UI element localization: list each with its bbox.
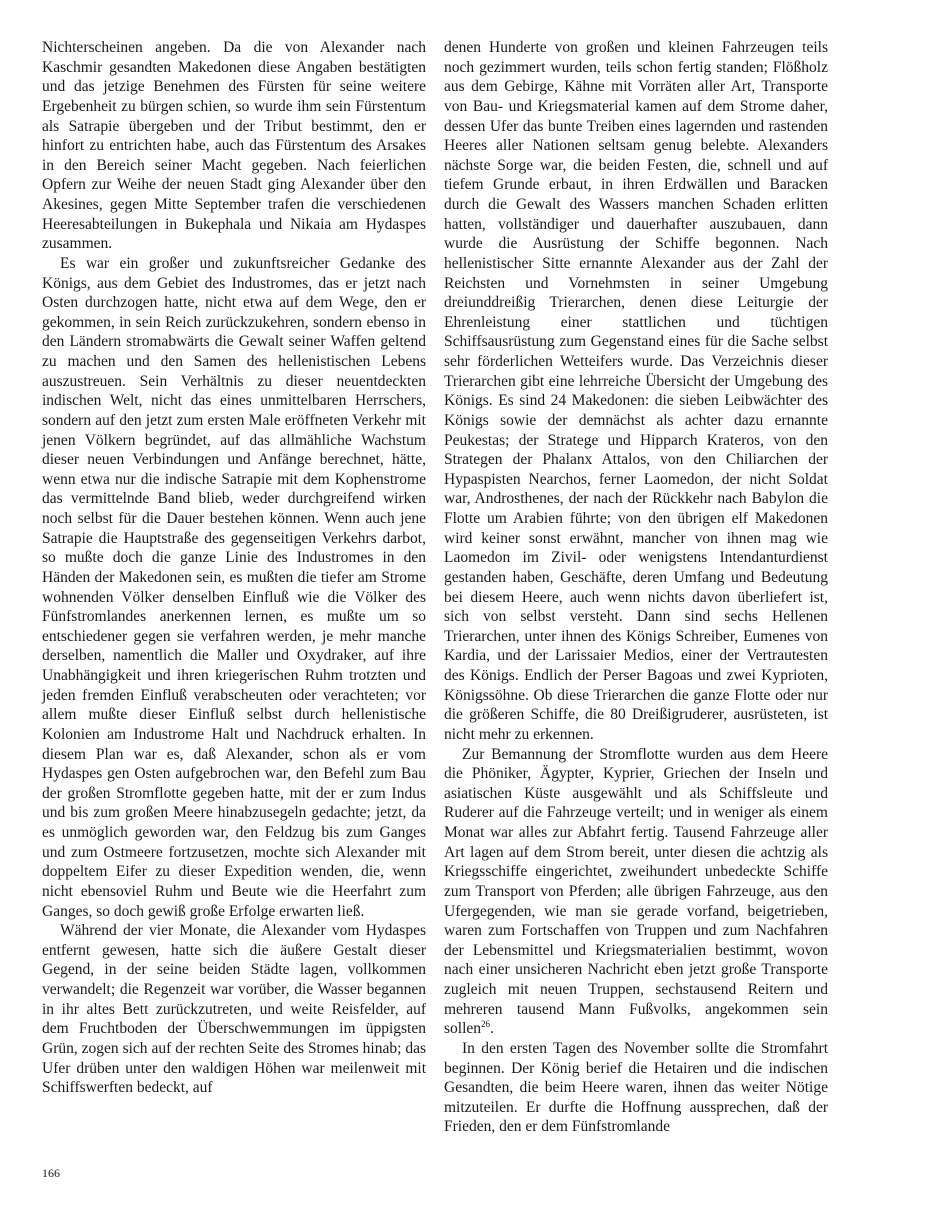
paragraph: Zur Bemannung der Stromflotte wurden aus dem Heere die Phöniker, Ägypter, Kyprier, Griechen der Inseln und asiatischen Küste ausgewählt und als Schiffsleute und Ruderer auf die Fahrzeuge verteilt; und in weniger als einem Monat war alles zur Abfahrt fertig. Tausend Fahrzeuge aller Art lagen auf dem Strom bereit, unter diesen die achtzig als Kriegsschiffe eingerichtet, zweihundert unbedeckte Schiffe zum Transport von Pferden; alle übrigen Fahrzeuge, aus den Ufergegenden, wie man sie gerade vorfand, beigetrieben, waren zum Fortschaffen von Truppen und zum Nachfahren der Lebensmittel und Kriegsmaterialien bestimmt, wovon nach einer unsicheren Nachricht eben jetzt große Transporte zugleich mit neuen Truppen, sechstausend Reitern und mehreren tausend Mann Fußvolks, angekommen sein sollen$^{26}$. <box>444 745 828 1038</box>
paragraph: Nichterscheinen angeben. Da die von Alexander nach Kaschmir gesandten Makedonen diese Angaben bestätigten und das jetzige Benehmen des Fürsten für seine weitere Ergebenheit zu bürgen schien, so wurde ihm sein Fürstentum als Satrapie übergeben und der Tribut bestimmt, den er hinfort zu entrichten habe, auch das Fürstentum des Arsakes in den Bereich seiner Macht gegeben. Nach feierlichen Opfern zur Weihe der neuen Stadt ging Alexander über den Akesines, gegen Mitte September trafen die verschiedenen Heeresabteilungen in Bukephala und Nikaia am Hydaspes zusammen. <box>42 39 426 253</box>
paragraph: Es war ein großer und zukunftsreicher Gedanke des Königs, aus dem Gebiet des Industromes, das er jetzt nach Osten durchzogen hatte, nicht etwa auf dem Wege, den er gekommen, in sein Reich zurückzukehren, sondern ebenso in den Ländern stromabwärts die Gewalt seiner Waffen geltend zu machen und den Samen des hellenistischen Lebens auszustreuen. Sein Verhältnis zu dieser neuentdeckten indischen Welt, nicht das eines unmittelbaren Herrschers, sondern auf den jetzt zum ersten Male eröffneten Verkehr mit jenen Völkern begründet, auf das allmähliche Wachstum dieser neuen Verbindungen und Anfänge berechnet, hätte, wenn etwa nur die indische Satrapie mit dem Kophenstrome das vermittelnde Band blieb, weder durchgreifend wirken noch selbst für die Dauer bestehen können. Wenn auch jene Satrapie die Hauptstraße des gegenseitigen Verkehrs darbot, so mußte doch die ganze Linie des Industromes in den Händen der Makedonen sein, es mußten die tiefer am Strome wohnenden Völker denselben Einfluß wie die Völker des Fünfstromlandes anerkennen lernen, es mußte um so entschiedener gegen sie verfahren werden, je mehr manche derselben, namentlich die Maller und Oxydraker, auf ihre Unabhängigkeit und ihren kriegerischen Ruhm trotzten und jeden fremden Einfluß verabscheuten oder verachteten; vor allem mußte dieser Einfluß selbst durch hellenistische Kolonien am Industrome Halt und Nachdruck erhalten. In diesem Plan war es, daß Alexander, schon als er vom Hydaspes gen Osten aufgebrochen war, den Befehl zum Bau der großen Stromflotte gegeben hatte, mit der er zum Indus und bis zum großen Meere hinabzusegeln gedachte; jetzt, da es unmöglich geworden war, den Feldzug bis zum Ganges und zum Ostmeere fortzusetzen, mochte sich Alexander mit doppeltem Eifer zu dieser Expedition wenden, die, wenn nicht ebensoviel Ruhm und Beute wie die Heerfahrt zum Ganges, so doch gewiß große Erfolge erwarten ließ. <box>42 254 426 920</box>
paragraph: Während der vier Monate, die Alexander vom Hydaspes entfernt gewesen, hatte sich die äußere Gestalt dieser Gegend, in der seine beiden Städte lagen, vollkommen verwandelt; die Regenzeit war vorüber, die Wasser begannen in ihr altes Bett zurückzutreten, und weite Reisfelder, auf dem Fruchtboden der Überschwemmungen im üppigsten Grün, zogen sich auf der rechten Seite des Stromes hinab; das Ufer drüben unter den waldigen Höhen war meilenweit mit Schiffswerften bedeckt, auf <box>42 922 426 1097</box>
left-column <box>42 38 426 1098</box>
page-number: 166 <box>42 1166 60 1180</box>
paragraph: denen Hunderte von großen und kleinen Fahrzeugen teils noch gezimmert wurden, teils schon fertig standen; Flößholz aus dem Gebirge, Kähne mit Vorräten aller Art, Transporte von Bau- und Kriegsmaterial kamen auf dem Strome daher, dessen Ufer das bunte Treiben eines lagernden und rastenden Heeres aller Nationen seltsam genug belebte. Alexanders nächste Sorge war, die beiden Festen, die, schnell und auf tiefem Grunde erbaut, in ihren Erdwällen und Baracken durch die Gewalt des Wassers manchen Schaden erlitten hatten, vollständiger und dauerhafter auszubauen, dann wurde die Ausrüstung der Schiffe begonnen. Nach hellenistischer Sitte ernannte Alexander aus der Zahl der Reichsten und Vornehmsten in seiner Umgebung dreiunddreißig Trierarchen, denen diese Leiturgie der Ehrenleistung einer stattlichen und tüchtigen Schiffsausrüstung zum Gegenstand eines für die Sache selbst sehr förderlichen Wetteifers wurde. Das Verzeichnis dieser Trierarchen gibt eine lehrreiche Übersicht der Umgebung des Königs. Es sind 24 Makedonen: die sieben Leibwächter des Königs sowie der demnächst als achter dazu ernannte Peukestas; der Stratege und Hipparch Krateros, von den Strategen der Phalanx Attalos, von den Chiliarchen der Hypaspisten Nearchos, ferner Laomedon, der nicht Soldat war, Androsthenes, der nach der Rückkehr nach Babylon die Flotte um Arabien führte; von den übrigen elf Makedonen wird keiner sonst erwähnt, mancher von ihnen mag wie Laomedon im Zivil- oder wenigstens Intendanturdienst gestanden haben, Geschäfte, deren Umfang und Bedeutung bei diesem Heere, auch wenn nichts davon überliefert ist, sich von selbst versteht. Dann sind sechs Hellenen Trierarchen, unter ihnen des Königs Schreiber, Eumenes von Kardia, und der Larissaier Medios, einer der Vertrautesten des Königs. Endlich der Perser Bagoas und zwei Kyprioten, Königssöhne. Ob diese Trierarchen die ganze Flotte oder nur die größeren Schiffe, die 80 Dreißigruderer, ausrüsteten, ist nicht mehr zu erkennen. <box>444 39 828 743</box>
footnote-marker: 26 <box>481 1019 491 1030</box>
right-column <box>444 38 828 1137</box>
paragraph-text: Zur Bemannung der Stromflotte wurden aus dem Heere die Phöniker, Ägypter, Kyprier, Griechen der Inseln und asiatischen Küste ausgewählt und als Schiffsleute und Ruderer auf die Fahrzeuge verteilt; und in weniger als einem Monat war alles zur Abfahrt fertig. Tausend Fahrzeuge aller Art lagen auf dem Strom bereit, unter diesen die achtzig als Kriegsschiffe eingerichtet, zweihundert unbedeckte Schiffe zum Transport von Pferden; alle übrigen Fahrzeuge, aus den Ufergegenden, wie man sie gerade vorfand, beigetrieben, waren zum Fortschaffen von Truppen und zum Nachfahren der Lebensmittel und Kriegsmaterialien bestimmt, wovon nach einer unsicheren Nachricht eben jetzt große Transporte zugleich mit neuen Truppen, sechstausend Reitern und mehreren tausend Mann Fußvolks, angekommen sein sollen <box>444 745 828 1038</box>
paragraph: In den ersten Tagen des November sollte die Stromfahrt beginnen. Der König berief die Hetairen und die indischen Gesandten, die beim Heere waren, ihnen das weiter Nötige mitzuteilen. Er durfte die Hoffnung aussprechen, daß der Frieden, den er dem Fünfstromlande <box>444 1039 828 1136</box>
